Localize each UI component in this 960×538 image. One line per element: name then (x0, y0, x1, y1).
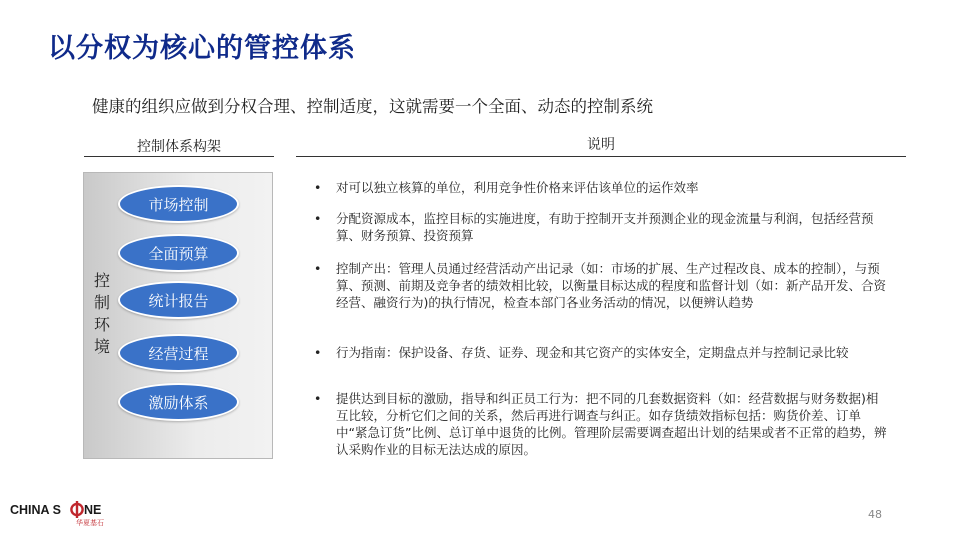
bullet-icon: • (314, 391, 322, 406)
bullet-icon: • (314, 180, 322, 195)
slide-subtitle: 健康的组织应做到分权合理、控制适度，这就需要一个全面、动态的控制系统 (92, 97, 653, 116)
framework-item-incentive-system: 激励体系 (118, 383, 239, 421)
logo-subtext: 华夏基石 (76, 519, 104, 527)
page-number: 48 (868, 508, 882, 521)
framework-item-market-control: 市场控制 (118, 185, 239, 223)
framework-item-statistics-report: 统计报告 (118, 281, 239, 319)
slide-title: 以分权为核心的管控体系 (48, 33, 356, 64)
framework-header-rule (84, 156, 274, 157)
framework-column-header: 控制体系构架 (137, 139, 221, 155)
bullet-icon: • (314, 261, 322, 276)
logo-o-mark-icon (71, 501, 82, 518)
control-environment-label: 控 制 环 境 (93, 271, 110, 356)
description-header-rule (296, 156, 906, 157)
logo-text-left: CHINA S (10, 503, 61, 517)
bullet-icon: • (314, 211, 322, 226)
bullet-icon: • (314, 345, 322, 360)
china-stone-logo (10, 494, 110, 530)
framework-item-budget: 全面预算 (118, 234, 239, 272)
framework-item-operation-process: 经营过程 (118, 334, 239, 372)
description-column-header: 说明 (587, 137, 615, 153)
logo-text-right: NE (84, 503, 102, 517)
